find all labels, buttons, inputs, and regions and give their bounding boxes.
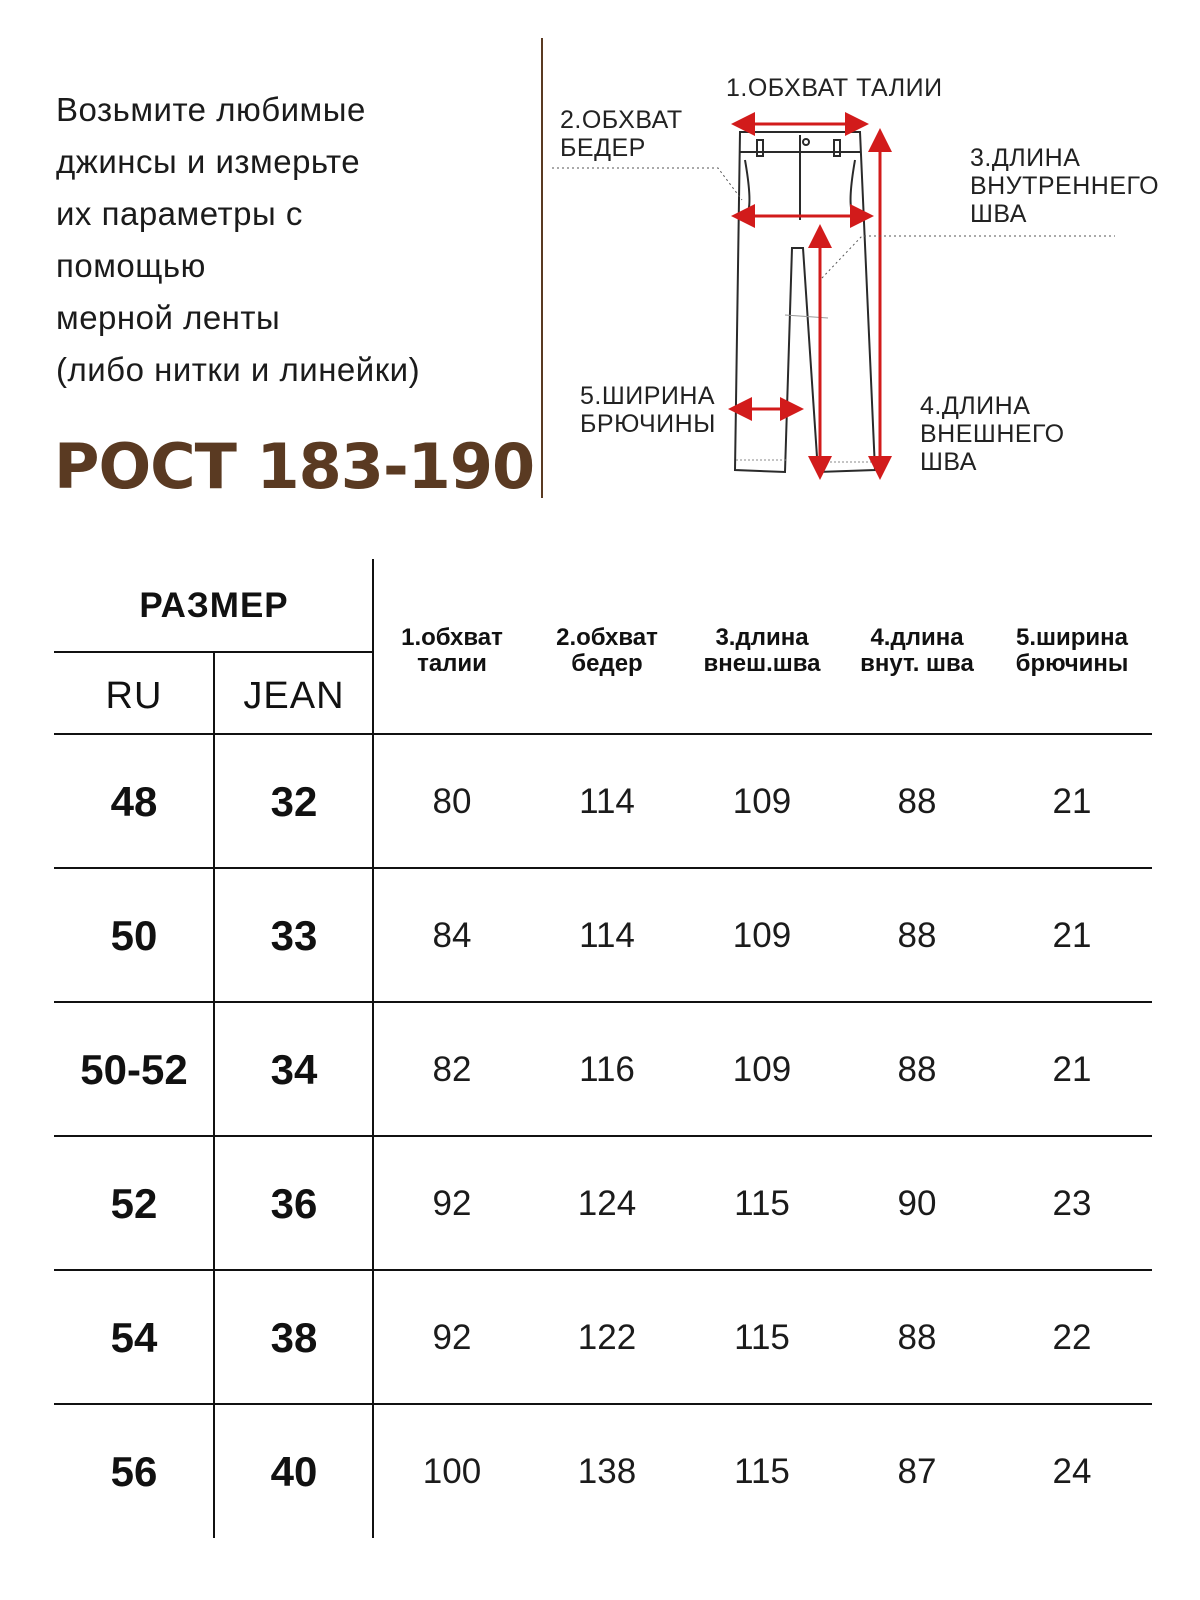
intro-line: джинсы и измерьте (56, 143, 361, 180)
outseam-value: 109 (732, 1050, 792, 1089)
ru-size: 50 (110, 912, 158, 959)
leg-width-value: 23 (1052, 1184, 1092, 1223)
hips-label: 2.ОБХВАТ БЕДЕР (560, 106, 683, 162)
waist-value: 82 (432, 1050, 472, 1089)
height-title: РОСТ 183-190 (54, 430, 535, 503)
outseam-value: 115 (734, 1184, 790, 1223)
table-row (0, 869, 1200, 1003)
waist-label: 1.ОБХВАТ ТАЛИИ (726, 74, 943, 102)
intro-line: мерной ленты (56, 299, 281, 336)
ru-size: 50-52 (80, 1046, 188, 1093)
intro-line: Возьмите любимые (56, 91, 366, 128)
inseam-value: 88 (897, 1050, 937, 1089)
ru-header: RU (105, 675, 163, 717)
outseam-label: 4.ДЛИНА ВНЕШНЕГО ШВА (920, 392, 1065, 476)
hips-value: 124 (577, 1184, 637, 1223)
leg-width-value: 21 (1052, 1050, 1092, 1089)
inseam-value: 87 (897, 1452, 937, 1491)
jean-size: 34 (270, 1046, 318, 1093)
waist-value: 100 (422, 1452, 482, 1491)
table-row (0, 735, 1200, 869)
hips-value: 114 (579, 916, 635, 955)
inseam-value: 88 (897, 1318, 937, 1357)
outseam-value: 115 (734, 1452, 790, 1491)
hips-value: 114 (579, 782, 635, 821)
leg-width-label: 5.ШИРИНА БРЮЧИНЫ (580, 382, 716, 438)
intro-line: (либо нитки и линейки) (56, 351, 421, 388)
inseam-value: 88 (897, 916, 937, 955)
jean-size: 32 (270, 778, 318, 825)
inseam-value: 90 (897, 1184, 937, 1223)
outseam-value: 115 (734, 1318, 790, 1357)
column-header-hips: 2.обхват бедер (556, 624, 658, 677)
ru-size: 54 (110, 1314, 158, 1361)
table-row (0, 1137, 1200, 1271)
table-row (0, 1405, 1200, 1539)
inseam-label: 3.ДЛИНА ВНУТРЕННЕГО ШВА (970, 144, 1160, 228)
jean-size: 33 (270, 912, 318, 959)
jean-size: 36 (270, 1180, 318, 1227)
outseam-value: 109 (732, 916, 792, 955)
waist-value: 84 (432, 916, 472, 955)
leg-width-value: 21 (1052, 782, 1092, 821)
hips-value: 116 (579, 1050, 635, 1089)
column-header-leg-width: 5.ширина брючины (1015, 624, 1129, 677)
jean-size: 38 (270, 1314, 318, 1361)
outseam-value: 109 (732, 782, 792, 821)
ru-size: 48 (110, 778, 158, 825)
hips-value: 122 (577, 1318, 637, 1357)
table-row (0, 1271, 1200, 1405)
hips-value: 138 (577, 1452, 637, 1491)
jean-header: JEAN (243, 675, 345, 717)
table-row (0, 1003, 1200, 1137)
ru-size: 56 (110, 1448, 158, 1495)
leg-width-value: 21 (1052, 916, 1092, 955)
waist-value: 80 (432, 782, 472, 821)
size-header: РАЗМЕР (139, 586, 289, 625)
jean-size: 40 (270, 1448, 318, 1495)
intro-line: помощью (56, 247, 206, 284)
ru-size: 52 (110, 1180, 158, 1227)
waist-value: 92 (432, 1318, 472, 1357)
column-header-outseam: 3.длина внеш.шва (703, 624, 821, 677)
inseam-value: 88 (897, 782, 937, 821)
leg-width-value: 24 (1052, 1452, 1092, 1491)
waist-value: 92 (432, 1184, 472, 1223)
column-header-waist: 1.обхват талии (401, 624, 503, 677)
intro-line: их параметры с (56, 195, 303, 232)
leg-width-value: 22 (1052, 1318, 1092, 1357)
column-header-inseam: 4.длина внут. шва (860, 624, 974, 677)
